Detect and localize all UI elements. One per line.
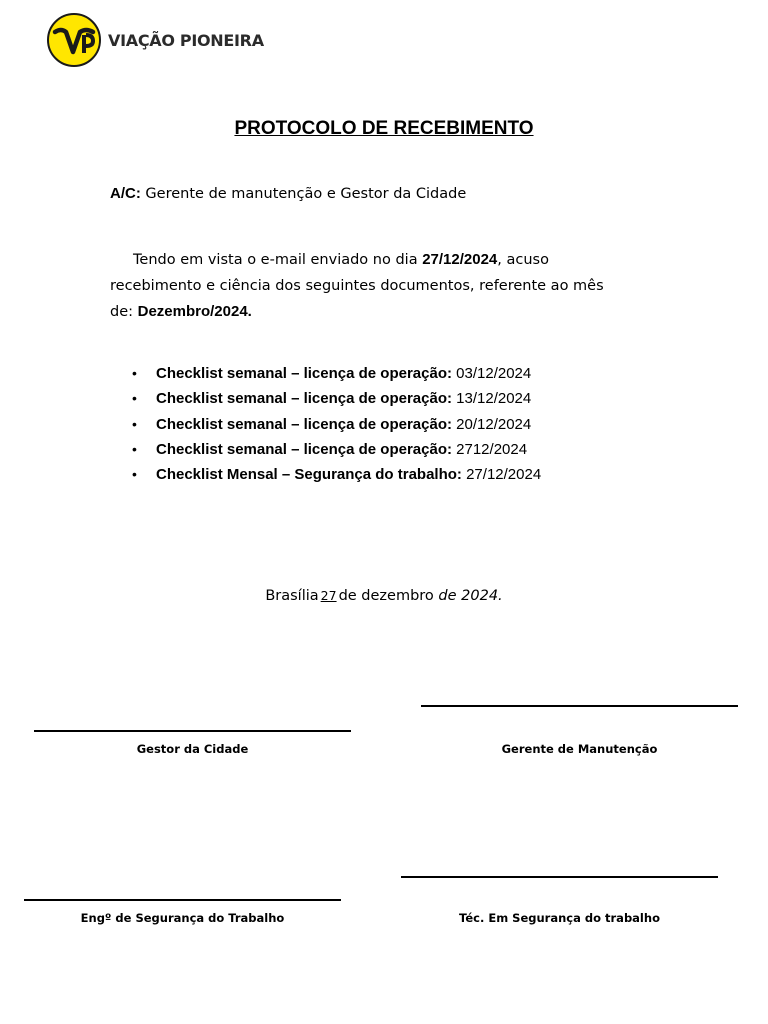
reference-month: Dezembro/2024.	[137, 303, 252, 320]
bullet: •	[132, 466, 137, 483]
bullet: •	[132, 390, 137, 407]
document-date: 13/12/2024	[451, 390, 532, 408]
email-date: 27/12/2024	[422, 251, 498, 268]
addressee-text: Gerente de manutenção e Gestor da Cidade	[140, 186, 467, 202]
signature-label-tecnico: Téc. Em Segurança do trabalho	[459, 911, 660, 925]
signature-line-gerente	[421, 705, 738, 707]
document-date: 2712/2024	[451, 440, 528, 458]
list-item	[132, 438, 541, 463]
paragraph-line-1	[110, 247, 655, 273]
day-number: 27	[320, 588, 337, 603]
signature-line-gestor	[34, 730, 351, 732]
body-paragraph	[110, 247, 655, 325]
list-item	[132, 463, 541, 488]
addressee-line	[110, 185, 466, 202]
document-name: Checklist semanal – licença de operação:	[156, 390, 452, 408]
list-item	[132, 387, 541, 412]
document-name: Checklist semanal – licença de operação:	[156, 440, 452, 458]
document-date: 03/12/2024	[451, 365, 532, 382]
signature-label-gestor: Gestor da Cidade	[136, 742, 249, 756]
bullet: •	[132, 440, 137, 457]
document-date: 27/12/2024	[461, 466, 542, 484]
company-logo	[47, 13, 307, 71]
document-name: Checklist Mensal – Segurança do trabalho:	[156, 466, 462, 484]
brand-name: VIAÇÃO PIONEIRA	[108, 31, 264, 50]
signature-line-engenheiro	[24, 899, 341, 901]
page-title: PROTOCOLO DE RECEBIMENTO	[234, 118, 534, 139]
city-name: Brasília	[265, 588, 319, 604]
signature-line-tecnico	[401, 876, 718, 878]
signature-label-gerente: Gerente de Manutenção	[501, 742, 658, 756]
document-list	[132, 362, 541, 488]
paragraph-line-2: recebimento e ciência dos seguintes documentos, referente ao mês	[110, 278, 604, 294]
paragraph-intro: Tendo em vista o e-mail enviado no dia	[133, 252, 423, 268]
document-date: 20/12/2024	[451, 415, 532, 433]
year-text: de 2024.	[438, 588, 503, 604]
bullet: •	[132, 365, 137, 381]
vp-logo-icon	[47, 13, 101, 67]
place-date-line	[0, 588, 768, 604]
paragraph-line3-prefix: de:	[110, 304, 138, 320]
paragraph-line-3	[110, 299, 655, 325]
addressee-label: A/C:	[110, 185, 141, 202]
list-item	[132, 413, 541, 438]
month-text: de dezembro	[338, 588, 439, 604]
document-name: Checklist semanal – licença de operação:	[156, 365, 452, 382]
document-name: Checklist semanal – licença de operação:	[156, 415, 452, 433]
signature-label-engenheiro: Engº de Segurança do Trabalho	[80, 911, 285, 925]
bullet: •	[132, 415, 137, 432]
paragraph-after-date: , acuso	[497, 252, 549, 268]
list-item	[132, 362, 541, 387]
